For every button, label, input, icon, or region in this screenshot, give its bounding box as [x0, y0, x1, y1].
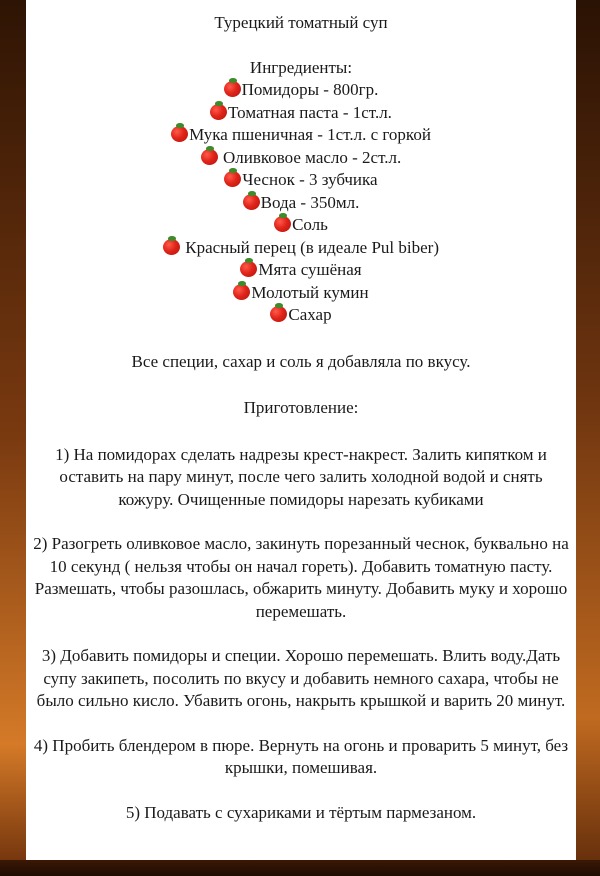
ingredient-item: Молотый кумин — [26, 282, 576, 305]
ingredient-item: Соль — [26, 214, 576, 237]
tomato-icon — [240, 261, 257, 277]
preparation-step-1: 1) На помидорах сделать надрезы крест-накрест. Залить кипятком и оставить на пару минут, после чего залить холодной водой и снять кожуру. Очищенные помидоры нарезать кубиками — [55, 444, 547, 509]
tomato-icon — [270, 306, 287, 322]
preparation-step-4: 4) Пробить блендером в пюре. Вернуть на огонь и проварить 5 минут, без крышки, помешивая. — [33, 735, 569, 777]
bottom-dark-strip — [0, 860, 600, 876]
preparation-heading: Приготовление: — [243, 398, 359, 417]
tomato-icon — [274, 216, 291, 232]
ingredients-list — [26, 79, 576, 327]
ingredient-item: Помидоры - 800гр. — [26, 79, 576, 102]
tomato-icon — [163, 239, 180, 255]
spices-note: Все специи, сахар и соль я добавляла по вкусу. — [131, 351, 471, 371]
recipe-title: Турецкий томатный суп — [214, 13, 388, 32]
tomato-icon — [224, 81, 241, 97]
tomato-icon — [243, 194, 260, 210]
ingredient-item: Чеснок - 3 зубчика — [26, 169, 576, 192]
recipe-card — [26, 0, 576, 860]
recipe-content — [26, 0, 576, 824]
tomato-icon — [171, 126, 188, 142]
ingredients-heading: Ингредиенты: — [249, 57, 353, 77]
ingredient-item: Мята сушёная — [26, 259, 576, 282]
ingredient-item: Оливковое масло - 2ст.л. — [26, 147, 576, 170]
tomato-icon — [201, 149, 218, 165]
ingredient-item: Мука пшеничная - 1ст.л. с горкой — [26, 124, 576, 147]
ingredient-item: Красный перец (в идеале Pul biber) — [26, 237, 576, 260]
preparation-step-2: 2) Разогреть оливковое масло, закинуть порезанный чеснок, буквально на 10 секунд ( нельзя чтобы он начал гореть). Добавить томатную пасту. Размешать, чтобы разошлась, обжарить минуту. Добавить муку и хорошо перемешать. — [33, 534, 569, 621]
preparation-step-3: 3) Добавить помидоры и специи. Хорошо перемешать. Влить воду.Дать супу закипеть, посолить по вкусу и добавить немного сахара, чтобы не было сильно кисло. Убавить огонь, накрыть крышкой и варить 20 минут. — [36, 646, 566, 710]
ingredient-item: Сахар — [26, 304, 576, 327]
ingredient-item: Вода - 350мл. — [26, 192, 576, 215]
tomato-icon — [233, 284, 250, 300]
ingredient-item: Томатная паста - 1ст.л. — [26, 102, 576, 125]
preparation-step-5: 5) Подавать с сухариками и тёртым пармезаном. — [125, 802, 477, 822]
tomato-icon — [210, 104, 227, 120]
tomato-icon — [224, 171, 241, 187]
blurred-background-right — [576, 0, 600, 876]
blurred-background-left — [0, 0, 26, 876]
